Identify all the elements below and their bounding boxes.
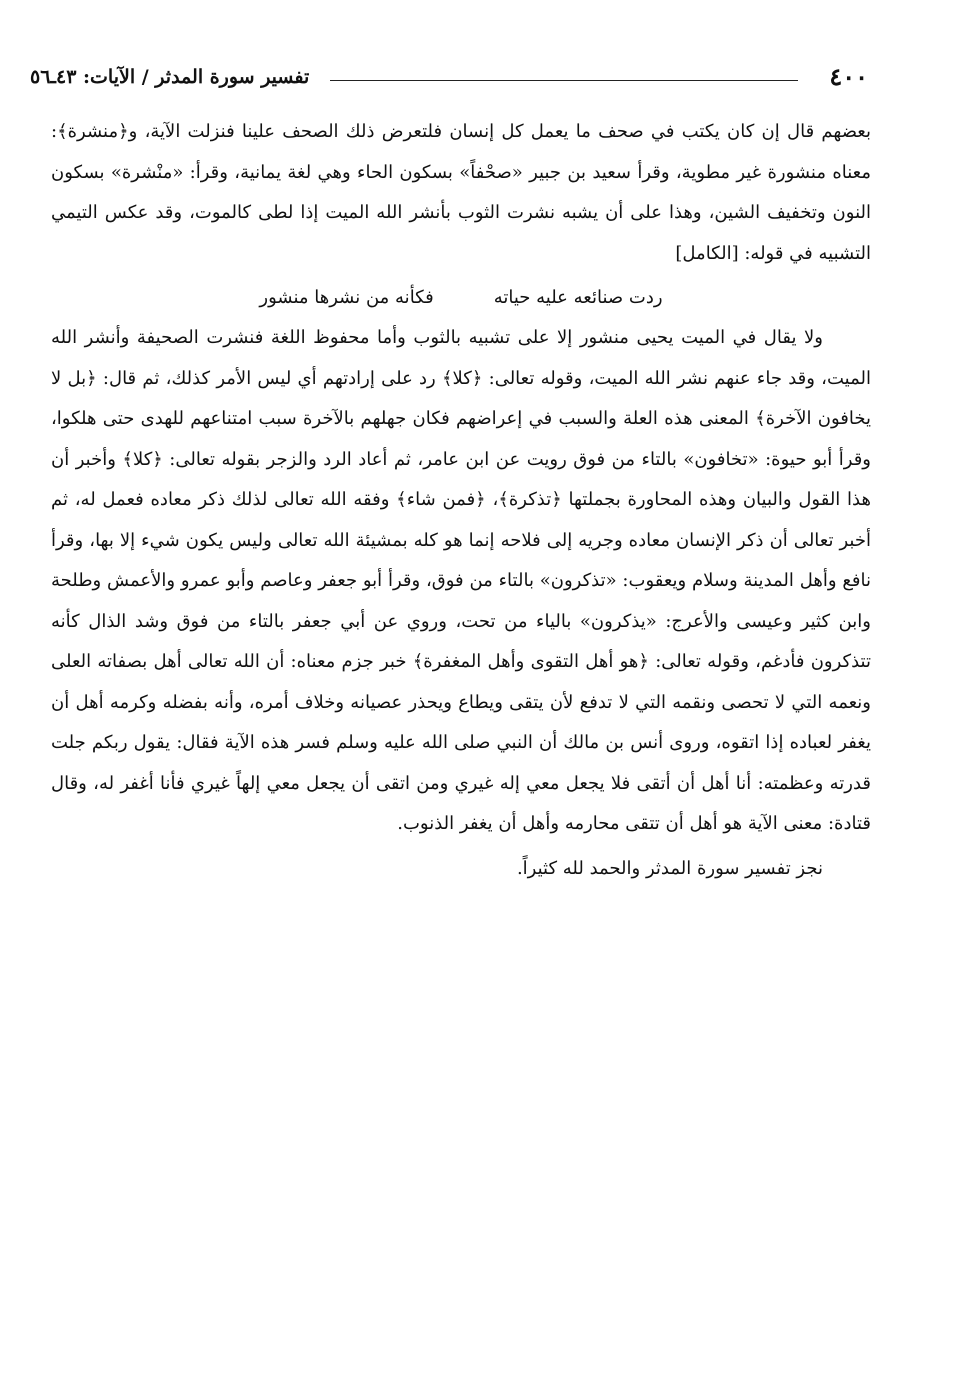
paragraph-2: ولا يقال في الميت يحيى منشور إلا على تشبيه بالثوب وأما محفوظ اللغة فنشرت الصحيفة وأنشر الله الميت، وقد جاء عنهم نشر الله الميت، وقوله تعالى: ﴿كلا﴾ رد على إرادتهم أي ليس الأمر كذلك، ثم قال: ﴿بل لا يخافون الآخرة﴾ المعنى هذه العلة والسبب في إعراضهم فكان جهلهم بالآخرة سبب امتناعهم للهدى حتى هلكوا، وقرأ أبو حيوة: «تخافون» بالتاء من فوق رويت عن ابن عامر، ثم أعاد الرد والزجر بقوله تعالى: ﴿كلا﴾ وأخبر أن هذا القول والبيان وهذه المحاورة بجملتها ﴿تذكرة﴾، ﴿فمن شاء﴾ وفقه الله تعالى لذلك ذكر معاده فعمل له، ثم أخبر تعالى أن ذكر الإنسان معاده وجريه إلى فلاحه إنما هو كله بمشيئة الله تعالى وليس يكون شيء إلا بها، وقرأ نافع وأهل المدينة وسلام ويعقوب: «تذكرون» بالتاء من فوق، وقرأ أبو جعفر وعاصم وأبو عمرو والأعمش وطلحة وابن كثير وعيسى والأعرج: «يذكرون» بالياء من تحت، وروي عن أبي جعفر بالتاء من فوق وشد الذال كأنه تتذكرون فأدغم، وقوله تعالى: ﴿هو أهل التقوى وأهل المغفرة﴾ خبر جزم معناه: أن الله تعالى أهل بصفاته العلى ونعمه التي لا تحصى ونقمه التي لا تدفع لأن يتقى ويطاع ويحذر عصيانه وخلاف أمره، وأنه بفضله وكرمه أهل أن يغفر لعباده إذا اتقوه، وروى أنس بن مالك أن النبي صلى الله عليه وسلم فسر هذه الآية فقال: يقول ربكم جلت قدرته وعظمته: أنا أهل أن أتقى فلا يجعل معي إله غيري ومن اتقى أن يجعل معي إلهاً غيري فأنا أغفر له، وقال قتادة: معنى الآية هو أهل أن تتقى محارمه وأهل أن يغفر الذنوب. bbox=[51, 327, 871, 834]
main-text bbox=[51, 112, 871, 889]
closing-line: نجز تفسير سورة المدثر والحمد لله كثيراً. bbox=[516, 857, 823, 879]
running-head bbox=[30, 62, 868, 92]
running-title: تفسير سورة المدثر / الآيات: ٤٣ـ٥٦ bbox=[30, 66, 310, 88]
poetry-verse bbox=[51, 280, 871, 316]
verse-hemistich-left: فكأنه من نشرها منشور bbox=[259, 287, 434, 308]
page-number: ٤٠٠ bbox=[829, 62, 868, 91]
verse-hemistich-right: ردت صنائعه عليه حياته bbox=[493, 287, 663, 308]
header-rule bbox=[330, 80, 798, 81]
paragraph-1: بعضهم قال إن كان يكتب في صحف ما يعمل كل إنسان فلتعرض ذلك الصحف علينا فنزلت الآية، و﴿منشرة﴾: معناه منشورة غير مطوية، وقرأ سعيد بن جبير «صحْفاً» بسكون الحاء وهي لغة يمانية، وقرأ: «منْشرة» بسكون النون وتخفيف الشين، وهذا على أن يشبه نشرت الثوب بأنشر الله الميت إذا لطى كالموت، وقد عكس التيمي التشبيه في قوله: [الكامل] bbox=[51, 121, 871, 264]
